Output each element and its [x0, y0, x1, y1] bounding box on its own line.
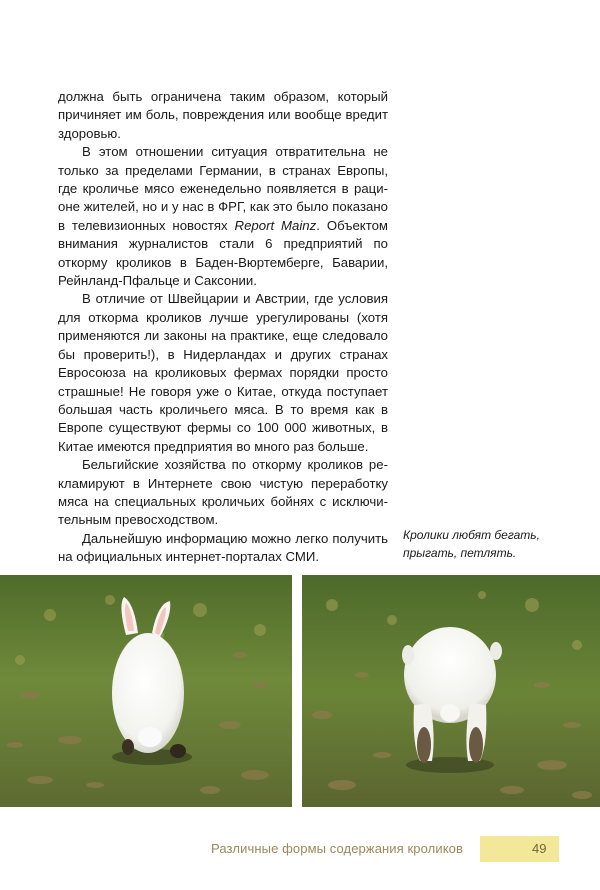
rabbit-photo-left [0, 575, 292, 807]
rabbit-photo-right [302, 575, 600, 807]
paragraph-4: Бельгийские хозяйства по откорму кроликов рекламируют в Интернете свою чистую переработку мяса на специальных кроличьих бойнях с исключительным превосходством. [58, 457, 388, 528]
paragraph-3: В отличие от Швейцарии и Австрии, где условия для откорма кроликов лучше урегулированы (хотя применяются ли законы на практике, еще следовало бы проверить!), в Нидерландах и других странах Евросоюза на кроликовых фермах порядки просто страшные! Не говоря уже о Китае, откуда поступает большая часть кроличьего мяса. В то время как в Европе существуют фермы со 100 000 животных, в Китае имеются предприятия во много раз больше. [58, 291, 388, 454]
paragraph-2 [58, 143, 388, 290]
paragraph-1: должна быть ограничена таким образом, который причиняет им боль, повреждения или вообще вредит здоровью. [58, 89, 388, 141]
page-number: 49 [532, 841, 547, 856]
paragraph-2-end: . Объектом внимания журналистов стали 6 предприятий по откорму кроликов в Баден-Вюртемберге, Баварии, Рейнланд-Пфальце и Саксонии. [58, 217, 388, 289]
photo-caption: Кролики любят бегать, прыгать, петлять. [403, 528, 540, 560]
paragraph-5: Дальнейшую информацию можно легко получить на официальных интернет-порталах СМИ. [58, 530, 388, 565]
paragraph-2-start: В этом отношении ситуация отвратительна не только за пределами Германии, в странах Европы, где кроличье мясо еженедельно появляется в рационе жителей, но и у нас в ФРГ, как это было показано в телевизионных новостях [58, 144, 388, 233]
running-footer-title: Различные формы содержания кроликов [210, 841, 463, 856]
paragraph-2-italic: Report Mainz [234, 217, 317, 233]
body-text [58, 88, 388, 567]
